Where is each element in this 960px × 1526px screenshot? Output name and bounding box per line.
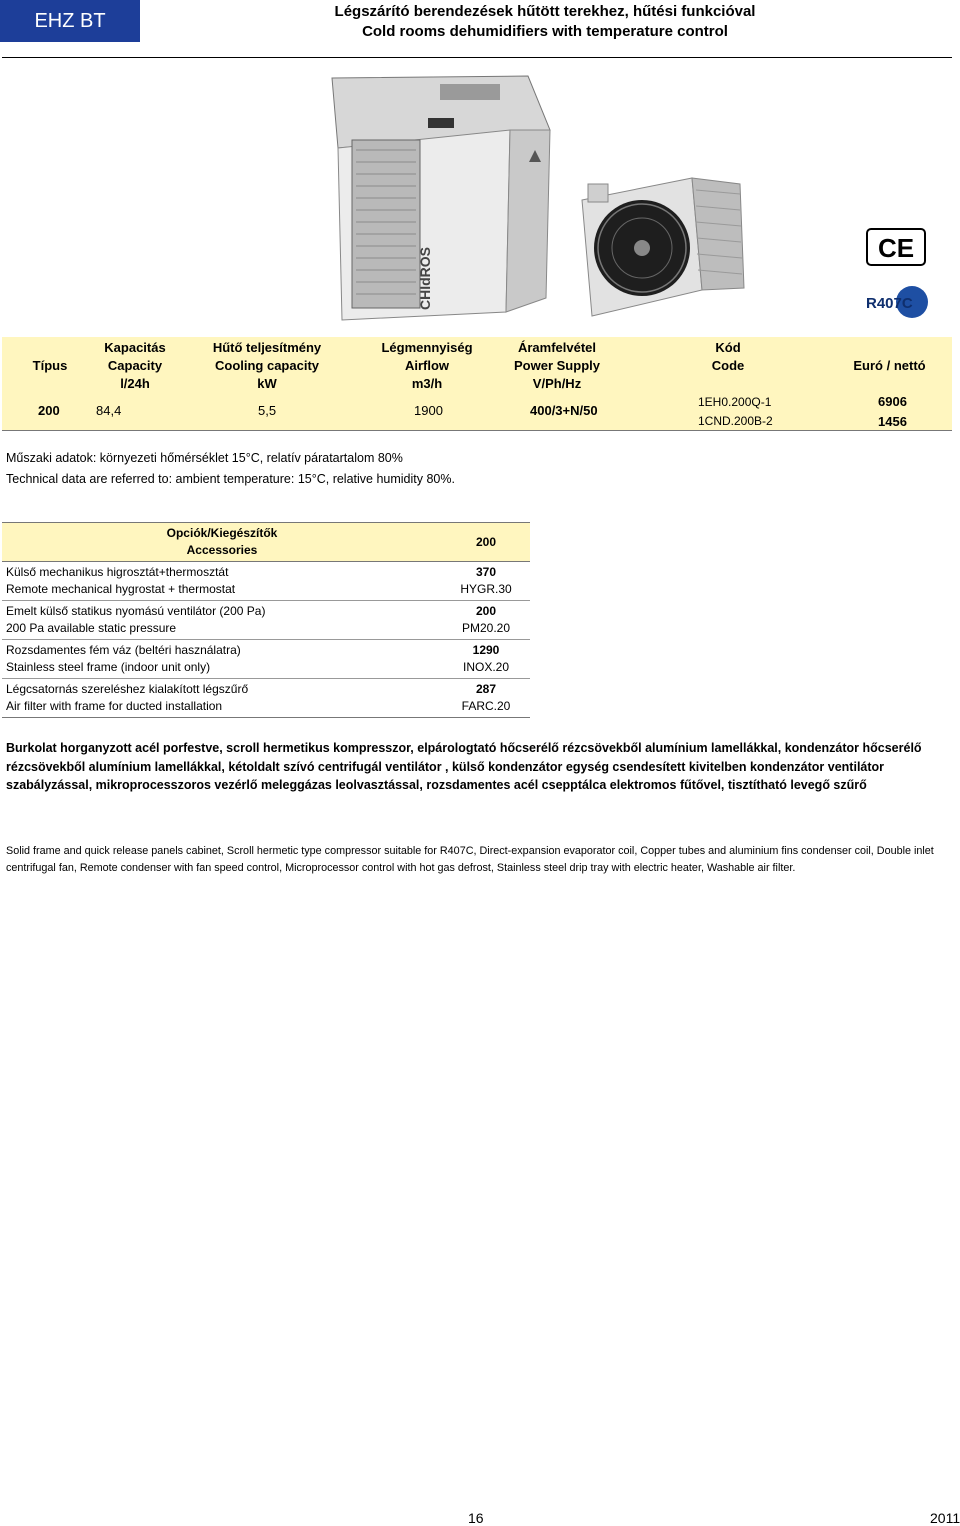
header-airflow: Légmennyiség Airflow m3/h: [381, 340, 473, 391]
footer-year: 2011: [930, 1510, 960, 1526]
row-code-1: 1EH0.200Q-1: [698, 395, 772, 409]
row-power: 400/3+N/50: [530, 403, 598, 418]
header-code: Kód Code: [711, 340, 745, 373]
technical-note-hu: Műszaki adatok: környezeti hőmérséklet 15°C, relatív páratartalom 80%: [6, 451, 403, 465]
header-cooling: Hűtő teljesítmény Cooling capacity kW: [212, 340, 322, 391]
accessories-title: Opciók/Kiegészítők Accessories: [166, 526, 278, 557]
accessory-row: Külső mechanikus higrosztát+thermosztát Remote mechanical hygrostat + thermostat 370 HYGR.30: [2, 562, 530, 601]
dehumidifier-unit-image: [320, 70, 555, 328]
ce-mark-icon: [866, 228, 926, 266]
header-price: Euró / nettó: [853, 358, 926, 373]
page-number: 16: [468, 1510, 484, 1526]
refrigerant-text: R407C: [866, 295, 913, 312]
r407c-refrigerant-icon: [864, 284, 932, 320]
row-type: 200: [38, 403, 60, 418]
accessories-table: [2, 522, 530, 718]
catalog-code-badge: EHZ BT: [0, 0, 140, 42]
accessories-column-header: 200: [475, 534, 497, 549]
row-price-1: 6906: [878, 394, 907, 409]
header-divider: [2, 57, 952, 58]
title-english: Cold rooms dehumidifiers with temperature control: [362, 23, 728, 40]
row-cooling: 5,5: [258, 403, 277, 418]
technical-note-en: Technical data are referred to: ambient temperature: 15°C, relative humidity 80%.: [6, 472, 455, 486]
row-capacity: 84,4: [96, 403, 122, 418]
accessory-row: Emelt külső statikus nyomású ventilátor (200 Pa) 200 Pa available static pressure 200 PM20.20: [2, 601, 530, 640]
accessory-row: Légcsatornás szereléshez kialakított légszűrő Air filter with frame for ducted installation 287 FARC.20: [2, 679, 530, 718]
row-price-2: 1456: [878, 414, 907, 429]
ce-mark-text: CE: [877, 233, 915, 263]
condenser-unit-image: [572, 170, 752, 320]
header-power: Áramfelvétel Power Supply V/Ph/Hz: [514, 340, 600, 391]
page-title: [140, 0, 950, 42]
header-capacity: Kapacitás Capacity l/24h: [104, 340, 166, 391]
description-english: Solid frame and quick release panels cabinet, Scroll hermetic type compressor suitable for R407C, Direct-expansion evaporator coil, Copper tubes and aluminium fins condenser coil, Double inlet centrifugal fan, Remote condenser with fan speed control, Microprocessor control with hot gas defrost, Stainless steel drip tray with electric heater, Washable air filter.: [6, 845, 934, 874]
description-hungarian: Burkolat horganyzott acél porfestve, scroll hermetikus kompresszor, elpárologtató hőcserélő rézcsövekből alumínium lamellákkal, kondenzátor hőcserélő rézcsövekből alumínium lamellákkal, kétoldalt szívó centrifugál ventilátor , külső kondenzátor egység csendesített kivitelben kondenzátor ventilátor szabályzással, mikroprocesszoros vezérlő meleggázas leolvasztással, rozsdamentes acél csepptálca elektromos fűtővel, tisztítható levegő szűrő: [6, 741, 922, 792]
row-airflow: 1900: [414, 403, 443, 418]
header-type: Típus: [32, 358, 68, 373]
accessory-row: Rozsdamentes fém váz (beltéri használatra) Stainless steel frame (indoor unit only) 1290 INOX.20: [2, 640, 530, 679]
spec-table: [2, 337, 952, 431]
title-hungarian: Légszárító berendezések hűtött terekhez, hűtési funkcióval: [334, 3, 756, 20]
brand-label: CHIdROS: [417, 247, 433, 310]
row-code-2: 1CND.200B-2: [698, 414, 773, 428]
